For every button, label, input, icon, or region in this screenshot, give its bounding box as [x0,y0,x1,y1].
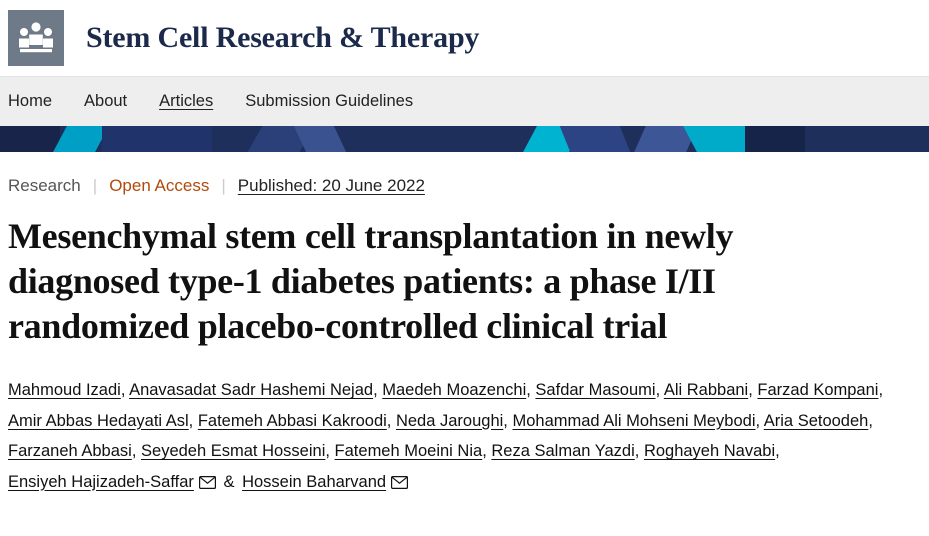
author-link[interactable]: Maedeh Moazenchi [382,381,527,399]
author-link[interactable]: Anavasadat Sadr Hashemi Nejad [129,381,374,399]
nav-item-about[interactable]: About [84,92,128,110]
author-link[interactable]: Mahmoud Izadi [8,381,121,399]
banner-shape [102,126,212,152]
author-separator: , [634,442,644,461]
author-link[interactable]: Hossein Baharvand [242,472,387,491]
meta-divider: | [221,176,226,195]
author-ampersand: & [218,472,240,491]
author-link[interactable]: Farzaneh Abbasi [8,442,132,461]
envelope-icon[interactable] [199,469,216,500]
decorative-banner [0,126,929,152]
author-link[interactable]: Ensiyeh Hajizadeh-Saffar [8,472,194,491]
nav-item-articles[interactable]: Articles [159,92,214,110]
author-link[interactable]: Amir Abbas Hedayati Asl [8,411,189,430]
open-access-badge[interactable]: Open Access [109,176,210,195]
author-separator: , [373,381,383,399]
journal-title: Stem Cell Research & Therapy [86,21,480,54]
people-group-icon [8,10,64,66]
banner-shape [53,126,109,152]
masthead [0,0,929,76]
article-header [0,152,929,499]
author-separator: , [526,381,536,399]
author-separator: , [878,381,884,399]
author-link[interactable]: Fatemeh Abbasi Kakroodi [197,411,387,430]
author-link[interactable]: Mohammad Ali Mohseni Meybodi [512,411,756,430]
author-separator: , [386,411,396,430]
author-link[interactable]: Roghayeh Navabi [643,442,776,461]
banner-shape [0,126,60,152]
author-separator: , [755,411,764,430]
meta-divider: | [92,176,98,195]
author-separator: , [131,442,142,461]
banner-shape [745,126,805,152]
author-separator: , [188,411,198,430]
publication-date[interactable]: Published: 20 June 2022 [237,176,425,195]
author-link[interactable]: Reza Salman Yazdi [491,442,635,461]
author-link[interactable]: Ali Rabbani [663,381,749,399]
nav-item-submission-guidelines[interactable]: Submission Guidelines [245,92,414,110]
author-separator: , [868,411,873,430]
author-list [8,375,921,499]
author-link[interactable]: Neda Jaroughi [395,411,504,430]
article-meta [8,176,921,196]
article-type: Research [8,176,81,195]
author-separator: , [748,381,758,399]
author-separator: , [775,442,780,461]
banner-shape [560,126,631,152]
primary-navigation [0,76,929,126]
author-separator: , [325,442,335,461]
author-separator: , [655,381,664,399]
page-title: Mesenchymal stem cell transplantation in newly diagnosed type-1 diabetes patients: a phase I/II randomized placebo-controlled clinical trial [8,216,734,346]
banner-shape [294,126,346,152]
nav-item-home[interactable]: Home [8,92,53,110]
author-separator: , [482,442,492,461]
author-separator: , [120,381,130,399]
author-link[interactable]: Seyedeh Esmat Hosseini [141,442,326,461]
author-link[interactable]: Safdar Masoumi [535,381,656,399]
author-link[interactable]: Farzad Kompani [757,381,879,399]
author-separator: , [503,411,513,430]
author-link[interactable]: Aria Setoodeh [763,411,869,430]
envelope-icon[interactable] [391,469,408,500]
author-link[interactable]: Fatemeh Moeini Nia [334,442,483,461]
